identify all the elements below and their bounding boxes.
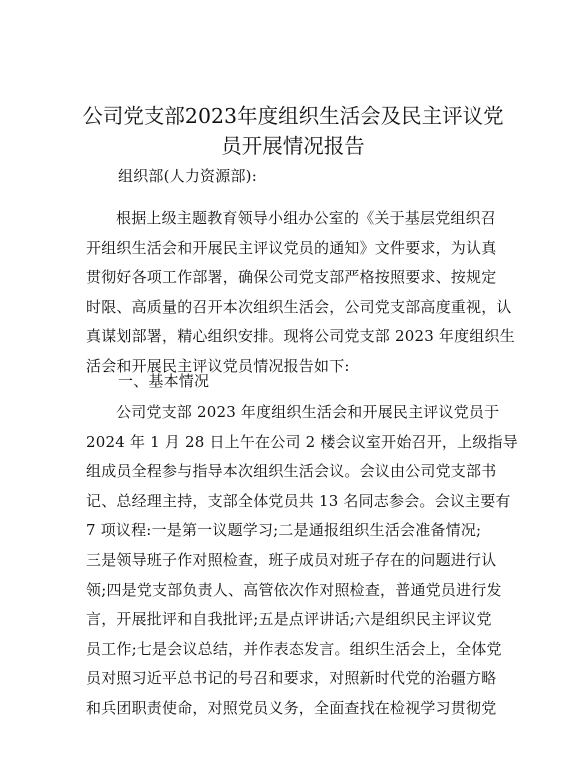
paragraph-line: 时限、高质量的召开本次组织生活会，公司党支部高度重视，认 bbox=[86, 297, 512, 316]
paragraph-line: 公司党支部 2023 年度组织生活会和开展民主评议党员于 bbox=[116, 403, 500, 421]
paragraph-line: 开组织生活会和开展民主评议党员的通知》文件要求，为认真 bbox=[86, 238, 497, 257]
paragraph-line: 活会和开展民主评议党员情况报告如下: bbox=[86, 356, 350, 375]
paragraph-line: 员工作;七是会议总结，并作表态发言。组织生活会上，全体党 bbox=[86, 639, 502, 658]
paragraph-line: 言，开展批评和自我批评;五是点评讲话;六是组织民主评议党 bbox=[86, 610, 492, 629]
paragraph-line: 领;四是党支部负责人、高管依次作对照检查，普通党员进行发 bbox=[86, 580, 502, 599]
document-title bbox=[72, 101, 514, 161]
paragraph-line: 三是领导班子作对照检查，班子成员对班子存在的问题进行认 bbox=[86, 550, 497, 569]
paragraph-line: 真谋划部署，精心组织安排。现将公司党支部 2023 年度组织生 bbox=[86, 327, 515, 346]
paragraph-line: 7 项议程:一是第一议题学习;二是通报组织生活会准备情况; bbox=[86, 521, 482, 540]
basic-situation-paragraph bbox=[86, 398, 518, 724]
intro-paragraph bbox=[86, 204, 515, 382]
title-line: 公司党支部2023年度组织生活会及民主评议党 bbox=[82, 104, 504, 128]
paragraph-line: 根据上级主题教育领导小组办公室的《关于基层党组织召 bbox=[116, 209, 497, 227]
addressee: 组织部(人力资源部): bbox=[118, 167, 257, 185]
title-line: 员开展情况报告 bbox=[221, 134, 365, 158]
paragraph-line: 组成员全程参与指导本次组织生活会议。会议由公司党支部书 bbox=[86, 462, 497, 481]
section-heading: 一、基本情况 bbox=[118, 372, 210, 390]
paragraph-line: 员对照习近平总书记的号召和要求，对照新时代党的治疆方略 bbox=[86, 669, 497, 688]
paragraph-line: 记、总经理主持，支部全体党员共 13 名同志参会。会议主要有 bbox=[86, 491, 511, 510]
paragraph-line: 贯彻好各项工作部署，确保公司党支部严格按照要求、按规定 bbox=[86, 268, 497, 287]
paragraph-line: 2024 年 1 月 28 日上午在公司 2 楼会议室开始召开，上级指导 bbox=[86, 432, 518, 451]
paragraph-line: 和兵团职责使命，对照党员义务，全面查找在检视学习贯彻党 bbox=[86, 698, 497, 717]
